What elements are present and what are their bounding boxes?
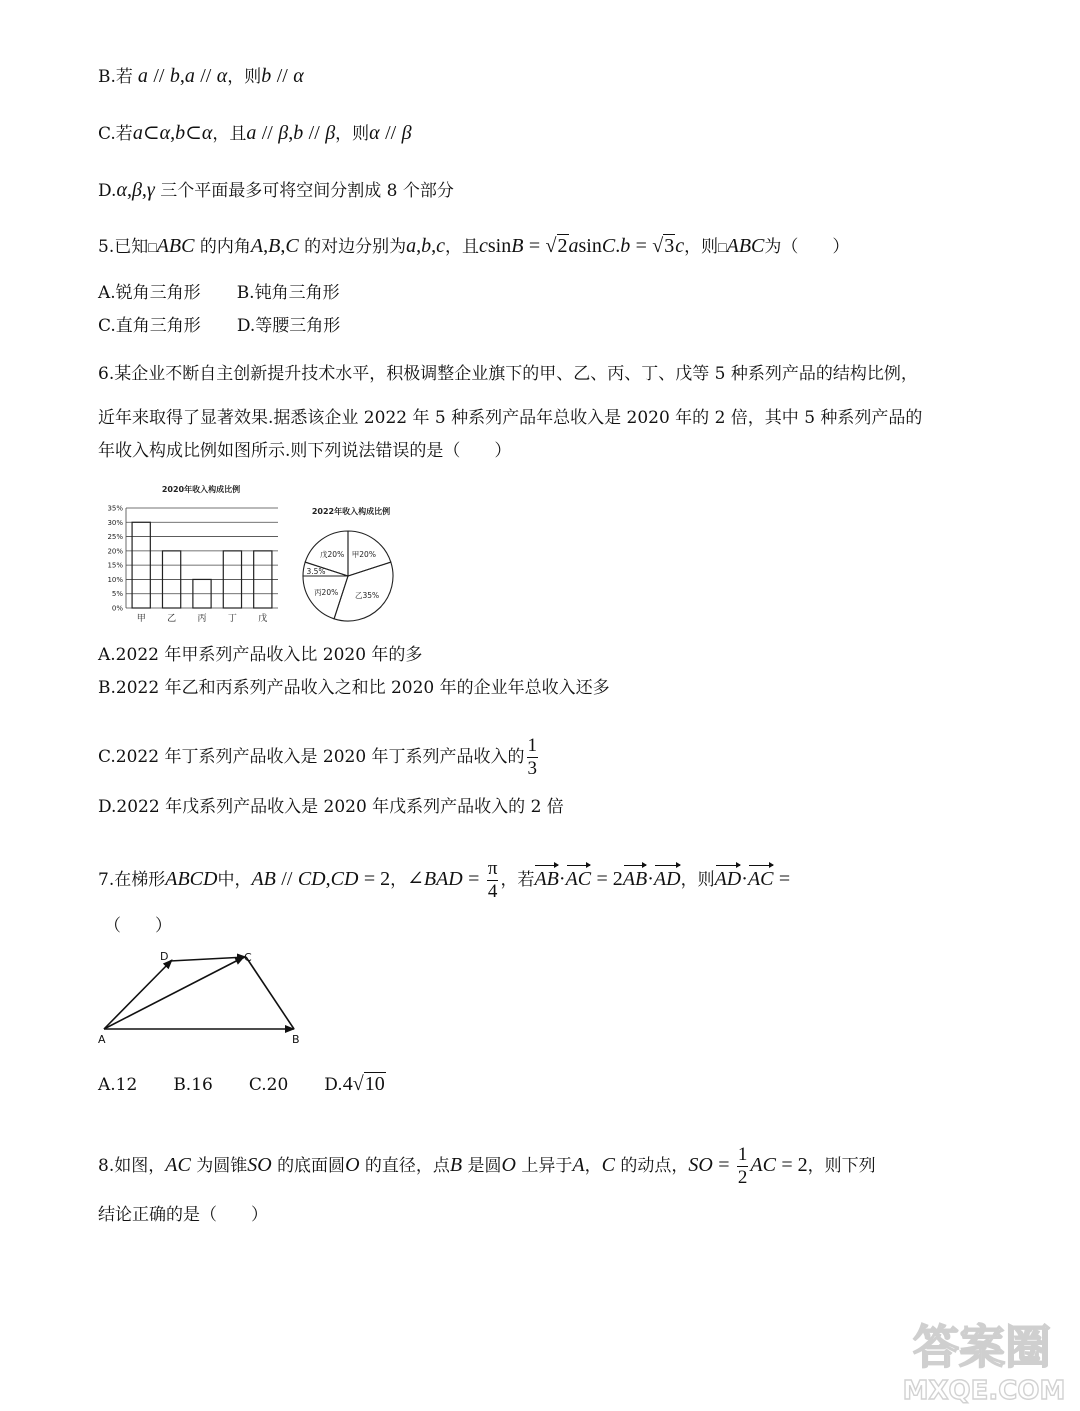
q7-option-a[interactable]: A.12: [98, 1075, 138, 1095]
q4-b-prefix: B.若: [98, 67, 133, 87]
bar-xtick-label: 丁: [227, 614, 237, 624]
q5-stem-f: 为（ ）: [764, 237, 850, 257]
q5-stem-c: 的对边分别为: [304, 237, 407, 257]
bar-ytick-label: 5%: [111, 590, 123, 599]
q7-stem-a: 7.在梯形: [98, 870, 166, 890]
bar-chart-2020: [96, 478, 286, 628]
q4-c-then: ，则: [335, 124, 370, 144]
q8-stem-d: 的直径，点: [364, 1156, 450, 1176]
q6-stem-line1: 6.某企业不断自主创新提升技术水平，积极调整企业旗下的甲、乙、丙、丁、戊等 5 种系列产品的结构比例，: [98, 364, 918, 384]
q6-option-a[interactable]: A.2022 年甲系列产品收入比 2020 年的多: [98, 645, 423, 665]
q5-option-a[interactable]: A.锐角三角形: [98, 283, 201, 303]
bar-ytick-label: 25%: [107, 533, 123, 542]
bar-ytick-label: 30%: [107, 518, 123, 527]
q8-stem-line2: 结论正确的是（ ）: [98, 1205, 268, 1225]
q7-stem: 7.在梯形ABCD中，AB // CD,CD = 2，∠BAD = $\frac{\pi}{4}$ ，若AB·AC = 2AB·AD，则AD·AC =: [98, 858, 791, 902]
bar-xtick-label: 丙: [197, 614, 207, 624]
q7-option-c[interactable]: C.20: [248, 1075, 289, 1095]
bar-ytick-label: 10%: [107, 575, 123, 584]
vector-ad: [104, 960, 172, 1029]
q4-d-text: 三个平面最多可将空间分割成 8 个部分: [160, 181, 454, 201]
label-c: C: [244, 951, 252, 964]
q8-stem: 8.如图，AC 为圆锥SO 的底面圆O 的直径，点B 是圆O 上异于A，C 的动点，SO = $\frac{1}{2}$ AC = 2，则下列: [98, 1144, 876, 1188]
q5-options-row2: [98, 314, 376, 338]
bar-chart-title: 2020年收入构成比例: [161, 485, 241, 494]
segment-dc: [170, 957, 246, 961]
bar-xtick-label: 甲: [136, 614, 146, 624]
pie-slice-label: 乙35%: [355, 591, 380, 601]
q4-option-d: D.α,β,γ 三个平面最多可将空间分割成 8 个部分: [98, 179, 454, 201]
q8-stem-c: 的底面圆: [277, 1156, 346, 1176]
bar-ytick-label: 0%: [111, 604, 123, 613]
q8-stem-e: 是圆: [467, 1156, 502, 1176]
q8-stem-f: 上异于: [521, 1156, 573, 1176]
q5-stem-b: 的内角: [199, 237, 251, 257]
q4-option-c: C.若a⊂α,b⊂α，且a // β,b // β，则α // β: [98, 122, 412, 144]
q5-option-d[interactable]: D.等腰三角形: [236, 316, 341, 336]
q7-stem-b: 中，: [217, 870, 252, 890]
q4-b-then: ，则: [227, 67, 262, 87]
q7-paren: （ ）: [104, 916, 172, 936]
q5-stem: 5.已知□ABC 的内角A,B,C 的对边分别为a,b,c，且csinB = √2asinC.b = √3c，则□ABC为（ ）: [98, 235, 850, 257]
pie-slice-label: 3.5%: [306, 566, 326, 576]
q6-option-c-text: C.2022 年丁系列产品收入是 2020 年丁系列产品收入的: [98, 747, 525, 767]
watermark-url: MXQE.COM: [902, 1376, 1066, 1406]
q8-stem-b: 为圆锥: [196, 1156, 248, 1176]
watermark-text: 答案圈: [913, 1320, 1051, 1374]
watermark-logo: [892, 1307, 1072, 1407]
q5-options-row1: [98, 281, 376, 305]
q5-stem-d: ，且: [444, 237, 479, 257]
q5-stem-e: ，则: [684, 237, 719, 257]
bar-ytick-label: 20%: [107, 547, 123, 556]
pie-slice-label: 戊20%: [320, 550, 345, 560]
q7-options: [98, 1072, 422, 1097]
q7-option-d-label: D.: [324, 1075, 343, 1095]
label-d: D: [160, 950, 169, 963]
q8-stem-g: 的动点，: [620, 1156, 689, 1176]
pie-chart-2022: [296, 498, 406, 628]
q4-c-prefix: C.若: [98, 124, 133, 144]
pie-slice-label: 丙20%: [314, 587, 339, 597]
q5-option-b[interactable]: B.钝角三角形: [236, 283, 340, 303]
pie-slice-label: 甲20%: [351, 550, 376, 560]
q6-option-c[interactable]: [98, 735, 540, 780]
q6-option-d[interactable]: D.2022 年戊系列产品收入是 2020 年戊系列产品收入的 2 倍: [98, 797, 564, 817]
q5-stem-a: 5.已知: [98, 237, 149, 257]
q6-stem-line3: 年收入构成比例如图所示.则下列说法错误的是（ ）: [98, 441, 512, 461]
q6-stem-line2: 近年来取得了显著效果.据悉该企业 2022 年 5 种系列产品年总收入是 2020 年的 2 倍，其中 5 种系列产品的: [98, 408, 923, 428]
q7-stem-c: ，若: [500, 870, 535, 890]
label-b: B: [292, 1033, 300, 1046]
q7-stem-d: ，则: [680, 870, 715, 890]
q6-option-b[interactable]: B.2022 年乙和丙系列产品收入之和比 2020 年的企业年总收入还多: [98, 678, 610, 698]
bar-ytick-label: 35%: [107, 504, 123, 513]
q8-stem-a: 8.如图，: [98, 1156, 166, 1176]
q7-option-d[interactable]: D.4√10: [324, 1073, 385, 1095]
q4-c-and: ，且: [212, 124, 247, 144]
trapezoid-figure: [94, 945, 314, 1050]
bar-ytick-label: 15%: [107, 561, 123, 570]
pie-slice-2: [303, 576, 348, 619]
segment-cb: [246, 957, 294, 1029]
q7-option-b[interactable]: B.16: [173, 1075, 213, 1095]
q8-stem-h: ，则下列: [807, 1156, 876, 1176]
one-third-fraction: $\frac{1}{3}$: [527, 735, 538, 779]
bar-xtick-label: 戊: [258, 614, 268, 624]
bar-xtick-label: 乙: [167, 614, 177, 624]
vector-ac: [104, 957, 244, 1029]
q4-option-b: B.若 a // b,a // α，则b // α: [98, 65, 304, 87]
label-a: A: [98, 1033, 106, 1046]
q5-option-c[interactable]: C.直角三角形: [98, 316, 201, 336]
pie-chart-title: 2022年收入构成比例: [311, 507, 391, 516]
